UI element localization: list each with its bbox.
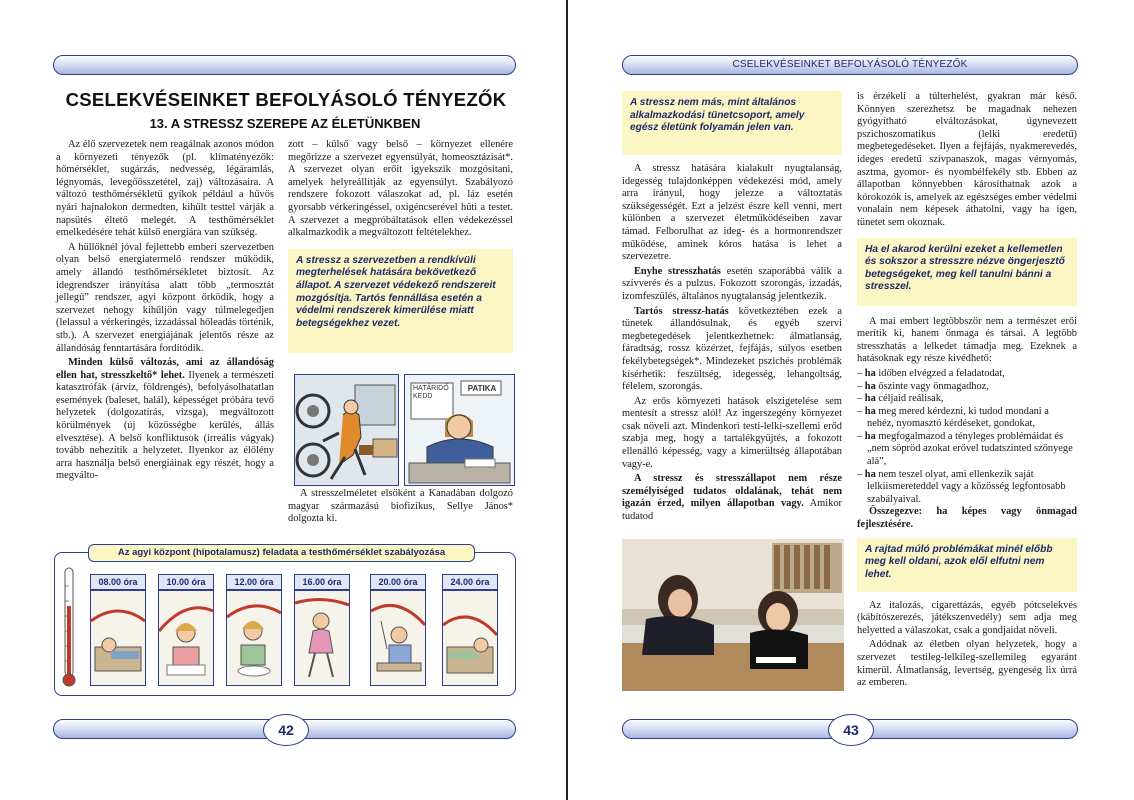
- running-header: CSELEKVÉSEINKET BEFOLYÁSOLÓ TÉNYEZŐK: [622, 55, 1078, 75]
- classroom-photo: [622, 539, 844, 691]
- paragraph: A mai embert legtöbbször nem a természet erői merítik ki, hanem önmaga és társai. A legtöbb stresszhatás a lelkedet támadja meg. Ezeknek a hatásoknak egy része kivédhető:: [857, 315, 1077, 365]
- list-dash: –: [857, 380, 865, 392]
- list-dash: –: [857, 468, 865, 480]
- list-keyword: ha: [864, 367, 876, 379]
- paragraph: Az erős környezeti hatások elszigetelése sem mentesít a stressz alól! Az ingerszegény környezet csak növeli azt. Mindenkori testi-lelki-szellemi erőd szabja meg, hogy a tartalékgyűjtés, a fokozott ellenálló képesség, vagy a kimerültség állapotában vagy-e.: [622, 395, 842, 470]
- list-dash: –: [857, 405, 865, 417]
- section-title: 13. A STRESSZ SZEREPE AZ ÉLETÜNKBEN: [149, 116, 421, 131]
- list-text: céljaid reálisak,: [875, 393, 944, 405]
- illustration-running-man: [294, 374, 399, 486]
- list-dash: –: [857, 430, 865, 442]
- summary-sentence: Összegezve: ha képes vagy önmagad fejlesztésére.: [857, 506, 1077, 531]
- list-keyword: ha: [864, 405, 876, 417]
- paragraph-text: Ilyenek a természeti katasztrófák (árvíz, földrengés), befolyásolhatatlan események (baleset, halál), képességet próbára tevő helyzetek (dolgozatírás, vizsga), megváltozott körülmények (új közösségbe kerülés, állás elvesztése). A belső konfliktusok (irreális vágyak) tovább nehezítik a helyzetet. Ilyenkor az élőlény arra használja belső energiáinak egy részét, hogy a megválto-: [56, 369, 274, 482]
- key-sentence: A stressz és stresszállapot nem része személyiséged tudatos oldalának, tehát nem igazán érzed, milyen állapotban vagy.: [622, 473, 842, 510]
- coping-list-item: [857, 469, 1077, 507]
- paragraph-text: következtében ezek a tünetek állandósulnak, és egyéb szervi megbetegedések jelentkezhetnek: álmatlanság, fáradtság, rossz közérzet, fejfájás, súlyos esetben fekélybetegségek*. Mindezeket pszichés problémák kísérhetik: feszültség, idegesség, lehangoltság, félelem, szorongás.: [622, 305, 842, 393]
- coping-list-item: [857, 393, 1077, 406]
- left-column-1: [56, 139, 274, 485]
- left-column-2: [288, 139, 513, 353]
- scene-panel-studying: [370, 590, 426, 686]
- scene-panel-lunch: [226, 590, 282, 686]
- right-column-1: [622, 91, 842, 526]
- coping-list-item: [857, 368, 1077, 381]
- running-man-drawing: [295, 375, 398, 485]
- highlight-box: Ha el akarod kerülni ezeket a kellemetlen és sokszor a stresszre nézve öngerjesztő betegségeket, meg kell tanulni bánni a stresszel.: [857, 238, 1077, 306]
- paragraph: [56, 357, 274, 483]
- paragraph: Adódnak az életben olyan helyzetek, hogy a szervezet testileg-lelkileg-szellemileg egyaránt kimerül. Álmatlanság, levertség, gyengeség lix úrrá az emberen.: [857, 639, 1077, 689]
- paragraph: Az italozás, cigarettázás, egyéb pótcselekvés (kábítószerezés, játékszenvedély) sem adja meg helyetted a válaszokat, csak a gondjaidat növeli.: [857, 599, 1077, 636]
- time-label: 12.00 óra: [226, 574, 282, 590]
- highlight-box: A stressz nem más, mint általános alkalmazkodási tünetcsoport, amely egész életünk folyamán jelen van.: [622, 91, 842, 155]
- scene-panel-reading: [158, 590, 214, 686]
- list-keyword: ha: [864, 430, 876, 442]
- thermometer-icon: [62, 566, 76, 690]
- list-text: meg mered kérdezni, ki tudod mondani a nehéz, nyomasztó kérdéseket, gondokat,: [867, 405, 1049, 430]
- paragraph: A stresszelméletet elsőként a Kanadában dolgozó magyar származású biofizikus, Sellye János* dolgozta ki.: [288, 488, 513, 525]
- scene-panel-playing: [294, 590, 350, 686]
- paragraph-text: Amikor tudatod: [622, 498, 842, 523]
- list-text: nem teszel olyat, ami ellenkezik saját lelkiismereteddel vagy a közösség legfontosabb szabályaival.: [867, 468, 1066, 505]
- list-dash: –: [857, 393, 865, 405]
- scene-panel-night: [442, 590, 498, 686]
- paragraph: zott – külső vagy belső – környezet ellenére megőrizze a szervezet egyensúlyát, homeosztázisát*. A szervezet olyan erőit igyekszik mozgósítani, amelyek helyreállítják az egyensúlyt. Szabályozó rendszere fokozott válaszokat ad, pl. láz esetén gyorsabb vérkeringéssel, oxigéncserével hűti a testet. A szervezet a megpróbáltatások ellen védekezéssel alkalmazkodik a megváltozott feltételekhez.: [288, 139, 513, 239]
- paragraph-text: esetén szaporábbá válik a szívverés és a pulzus. Fokozott szorongás, izzadás, izomfeszülés, általános nyugtalanság jelentkezik.: [622, 265, 842, 302]
- time-label: 08.00 óra: [90, 574, 146, 590]
- paragraph: [622, 473, 842, 523]
- highlight-box: A rajtad múló problémákat minél előbb meg kell oldani, azok elől elfutni nem lehet.: [857, 538, 1077, 592]
- pharmacy-sign: PATIKA: [467, 384, 497, 393]
- list-text: megfogalmazod a tényleges problémáidat és „nem söpröd azokat erővel tudatszinted szőnyege alá”,: [867, 430, 1073, 468]
- chapter-title: CSELEKVÉSEINKET BEFOLYÁSOLÓ TÉNYEZŐK: [65, 89, 507, 110]
- deadline-sign: HATÁRIDŐ KEDD: [413, 385, 449, 400]
- key-term: Tartós stressz-hatás: [634, 305, 729, 317]
- illustration-stressed-student: [404, 374, 515, 486]
- coping-list-item: [857, 381, 1077, 394]
- time-label: 16.00 óra: [294, 574, 350, 590]
- paragraph: [622, 266, 842, 304]
- list-dash: –: [857, 367, 865, 379]
- paragraph: A stressz hatására kialakult nyugtalanság, idegesség tulajdonképpen védekezési mód, amely arra irányul, hogy jelezze a változtatás szükségességét. Ezt a jelzést észre kell venni, mert különben a szervezet életműködéseiben zavar támad. Felborulhat az ideg- és a hormonrendszer működése, aminek kóros hatása is lehet a szervezetre.: [622, 163, 842, 263]
- coping-list-item: [857, 431, 1077, 469]
- list-keyword: ha: [864, 380, 876, 392]
- time-label: 10.00 óra: [158, 574, 214, 590]
- list-keyword: ha: [864, 468, 876, 480]
- paragraph: [622, 306, 842, 394]
- paragraph: Az élő szervezetek nem reagálnak azonos módon a környezeti tényezők (pl. klímatényezők: hőmérséklet, sugárzás, nedvesség, légáramlás, légnyomás, levegőösszetétel, zaj) változásaira. A változó testhőmérsékletű gyíkok például a hűvös nyári hajnalokon dermedten, kihűlt testtel várják a napsütés éltető melegét. A testhőmérséklet emelkedésére tehát külső energiára van szükség.: [56, 139, 274, 239]
- left-column-2-lower: [288, 488, 513, 528]
- coping-list: [857, 368, 1077, 507]
- key-sentence: Minden külső változás, ami az állandóság ellen hat, stresszkeltő* lehet.: [56, 357, 274, 381]
- right-page: [568, 0, 1134, 800]
- list-keyword: ha: [864, 393, 876, 405]
- paragraph: A hüllőknél jóval fejlettebb emberi szervezetben olyan belső energiatermelő rendszer működik, amely állandó testhőmérsékletet biztosít. Az idegrendszer irányítása alatt több „termosztát jellegű” rendszer, agyi központ őrködik, hogy a szervezet nehogy kihűljön vagy túlmelegedjen (lelassul a vérkeringés, izzadással hőleadás történik, stb.). A szervezet energiájának jelentős része az állandóság fenntartására fordítódik.: [56, 241, 274, 354]
- time-label: 24.00 óra: [442, 574, 498, 590]
- right-column-2: [857, 91, 1077, 692]
- scene-panel-sleeping: [90, 590, 146, 686]
- list-text: időben elvégzed a feladatodat,: [875, 367, 1005, 379]
- page-number: 43: [828, 714, 874, 746]
- page-number: 42: [263, 714, 309, 746]
- left-page: [0, 0, 566, 800]
- highlight-box: A stressz a szervezetben a rendkívüli megterhelések hatására bekövetkező állapot. A szervezet védekező rendszereit mozgósítja. Tartós fennállása esetén a védelmi rendszerek kimerülése miatt betegségekhez vezet.: [288, 249, 513, 353]
- coping-list-item: [857, 406, 1077, 431]
- key-term: Enyhe stresszhatás: [634, 265, 721, 277]
- figure-title: Az agyi központ (hipotalamusz) feladata a testhőmérséklet szabályozása: [88, 544, 475, 562]
- time-label: 20.00 óra: [370, 574, 426, 590]
- list-text: őszinte vagy önmagadhoz,: [875, 380, 989, 392]
- left-header-bar: [53, 55, 516, 75]
- paragraph: is érzékeli a túlterhelést, gyakran már késő. Könnyen szerezhetsz be magadnak nehezen gyógyítható elváltozásokat, úgynevezett pszichoszomatikus (lelki eredetű) megbetegedéseket. Ilyen a fejfájás, nyakmerevedés, ideges eredetű szívpanaszok, magas vérnyomás, asztma, gyomor- és nyombélfekély stb. Ebben az állapotban könnyebben károsíthatnak azok a kórokozók is, amelyek az egészséges ember védelmi vonalain nem képesek áthatolni, vagy ha igen, tünetet sem okoznak.: [857, 91, 1077, 228]
